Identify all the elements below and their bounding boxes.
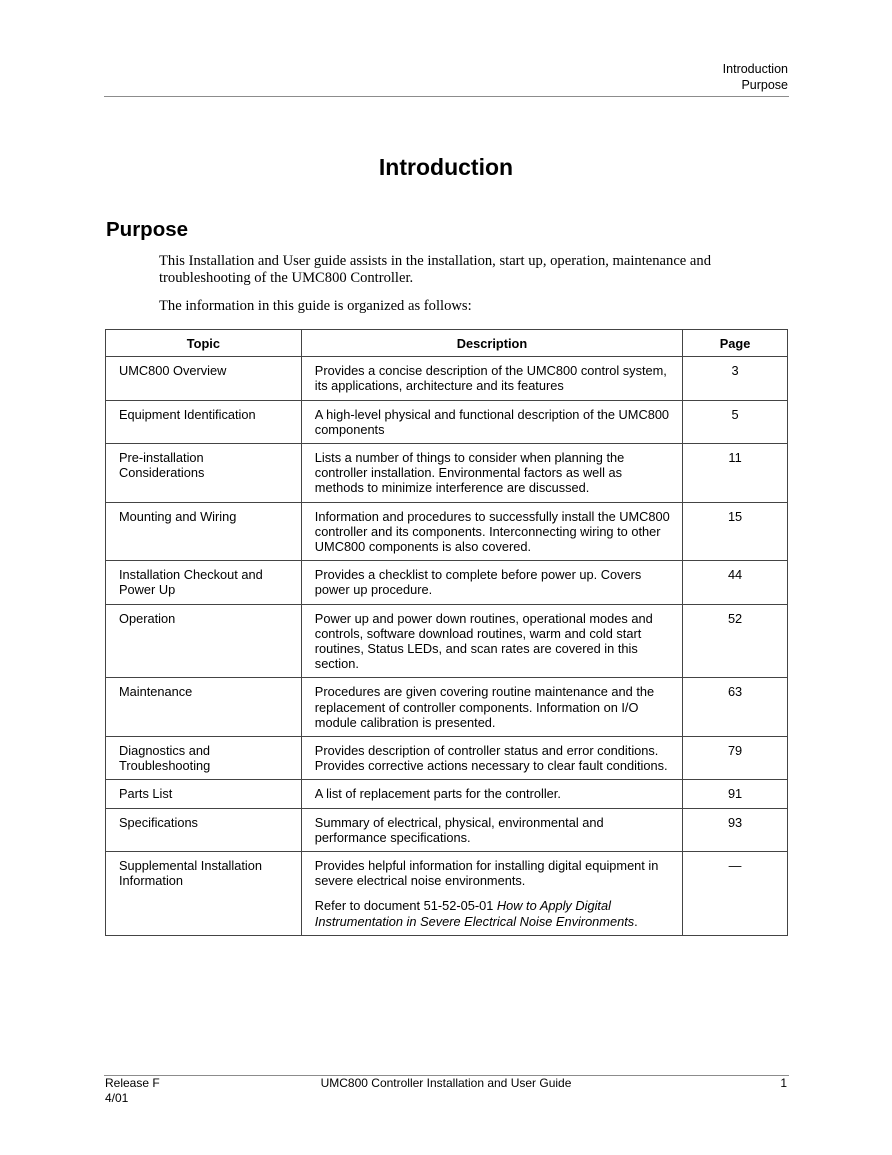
topic-cell: Maintenance [106, 678, 302, 737]
page-column-header: Page [683, 330, 788, 357]
footer-document-title: UMC800 Controller Installation and User Guide [320, 1076, 572, 1090]
header-rule [104, 96, 789, 97]
description-cell [301, 852, 682, 936]
table-row [106, 444, 788, 503]
page-cell: — [683, 852, 788, 936]
table-row [106, 400, 788, 443]
table-row [106, 780, 788, 808]
topic-cell: Specifications [106, 808, 302, 851]
page-cell: 52 [683, 604, 788, 678]
description-cell: A high-level physical and functional description of the UMC800 components [301, 400, 682, 443]
page-cell: 79 [683, 737, 788, 780]
table-row [106, 808, 788, 851]
reference-prefix: Refer to document 51-52-05-01 [314, 898, 497, 914]
topic-cell: Mounting and Wiring [106, 502, 302, 561]
footer-date: 4/01 [105, 1091, 129, 1105]
page-cell: 44 [683, 561, 788, 604]
topic-cell: Equipment Identification [106, 400, 302, 443]
description-cell: Provides description of controller status and error conditions. Provides corrective actions necessary to clear fault conditions. [301, 737, 682, 780]
running-header-chapter: Introduction [722, 62, 788, 76]
page-cell: 63 [683, 678, 788, 737]
topic-cell: Operation [106, 604, 302, 678]
description-cell: Information and procedures to successfully install the UMC800 controller and its components. Interconnecting wiring to other UMC800 components is also covered. [301, 502, 682, 561]
reference-document-title: How to Apply Digital Instrumentation in Severe Electrical Noise Environments [314, 898, 635, 929]
page-cell: 3 [683, 357, 788, 400]
description-cell: Provides a checklist to complete before power up. Covers power up procedure. [301, 561, 682, 604]
table-header-row [106, 330, 788, 357]
table-row [106, 737, 788, 780]
section-title: Purpose [106, 218, 189, 241]
description-text: Provides helpful information for installing digital equipment in severe electrical noise environments. [314, 858, 659, 889]
topic-cell: Installation Checkout and Power Up [106, 561, 302, 604]
description-column-header: Description [301, 330, 682, 357]
page-cell: 11 [683, 444, 788, 503]
page-cell: 5 [683, 400, 788, 443]
page-cell: 91 [683, 780, 788, 808]
description-cell: Summary of electrical, physical, environmental and performance specifications. [301, 808, 682, 851]
topic-cell: Diagnostics and Troubleshooting [106, 737, 302, 780]
topics-table [105, 329, 788, 936]
reference-note [315, 898, 670, 928]
intro-paragraph: This Installation and User guide assists in the installation, start up, operation, maintenance and troubleshooting of the UMC800 Controller. [159, 253, 712, 286]
table-row [106, 561, 788, 604]
footer-release: Release F [105, 1076, 160, 1090]
table-row [106, 678, 788, 737]
topic-cell: UMC800 Overview [106, 357, 302, 400]
description-cell: Procedures are given covering routine maintenance and the replacement of controller components. Information on I/O module calibration is presented. [301, 678, 682, 737]
table-row [106, 604, 788, 678]
chapter-title: Introduction [378, 154, 514, 180]
description-cell: Lists a number of things to consider when planning the controller installation. Environmental factors as well as methods to minimize interference are discussed. [301, 444, 682, 503]
description-cell: A list of replacement parts for the controller. [301, 780, 682, 808]
topic-cell: Supplemental Installation Information [106, 852, 302, 936]
page-cell: 15 [683, 502, 788, 561]
table-row [106, 852, 788, 936]
description-cell: Power up and power down routines, operational modes and controls, software download routines, warm and cold start routines, Status LEDs, and scan rates are covered in this section. [301, 604, 682, 678]
description-cell: Provides a concise description of the UMC800 control system, its applications, architecture and its features [301, 357, 682, 400]
table-row [106, 502, 788, 561]
running-header-section: Purpose [741, 77, 788, 92]
running-header [723, 62, 788, 93]
table-row [106, 357, 788, 400]
topic-column-header: Topic [106, 330, 302, 357]
page-cell: 93 [683, 808, 788, 851]
reference-suffix: . [634, 913, 638, 929]
topic-cell: Parts List [106, 780, 302, 808]
footer-page-number: 1 [780, 1076, 787, 1090]
topic-cell: Pre-installation Considerations [106, 444, 302, 503]
organization-paragraph: The information in this guide is organized as follows: [159, 298, 472, 314]
